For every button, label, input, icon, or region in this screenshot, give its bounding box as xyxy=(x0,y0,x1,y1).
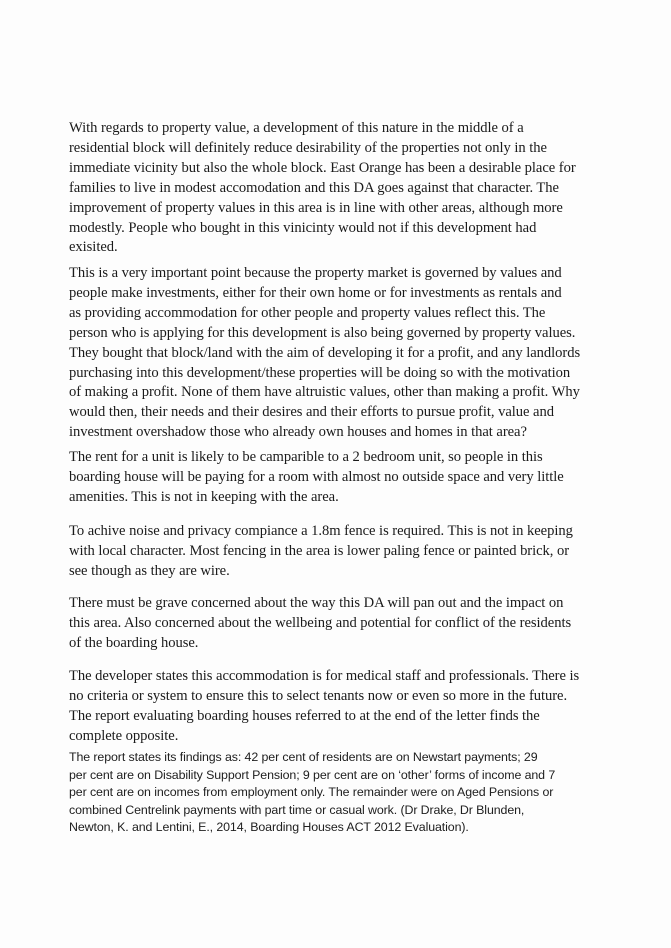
text-line: with local character. Most fencing in the area is lower paling fence or painted brick, or xyxy=(69,542,570,559)
text-line: of the boarding house. xyxy=(69,634,199,651)
text-line: people make investments, either for their own home or for investments as rentals and xyxy=(69,284,562,301)
paragraph-fence xyxy=(69,522,609,582)
text-line: The developer states this accommodation is for medical staff and professionals. There is xyxy=(69,668,580,684)
text-line: as providing accommodation for other people and property values reflect this. The xyxy=(69,304,546,321)
paragraph-property-market xyxy=(69,264,609,443)
text-line: see though as they are wire. xyxy=(69,562,230,579)
text-line: this area. Also concerned about the wellbeing and potential for conflict of the residents xyxy=(69,614,572,631)
paragraph-report-findings xyxy=(69,749,609,837)
text-line: Newton, K. and Lentini, E., 2014, Boarding Houses ACT 2012 Evaluation). xyxy=(69,820,469,834)
text-line: no criteria or system to ensure this to select tenants now or even so more in the future. xyxy=(69,687,568,704)
text-line: person who is applying for this development is also being governed by property values. xyxy=(69,324,576,341)
paragraph-property-value xyxy=(69,119,609,258)
text-line: per cent are on Disability Support Pension; 9 per cent are on ‘other’ forms of income and 7 xyxy=(69,767,556,782)
paragraph-concern xyxy=(69,594,609,654)
text-line: With regards to property value, a development of this nature in the middle of a xyxy=(69,120,524,136)
text-line: purchasing into this development/these properties will be doing so with the motivation xyxy=(69,364,571,381)
text-line: would then, their needs and their desires and their efforts to pursue profit, value and xyxy=(69,404,554,421)
paragraph-developer xyxy=(69,667,609,747)
text-line: The report evaluating boarding houses referred to at the end of the letter finds the xyxy=(69,707,540,724)
paragraph-rent xyxy=(69,448,609,508)
text-line: improvement of property values in this area is in line with other areas, although more xyxy=(69,199,563,216)
text-line: investment overshadow those who already own houses and homes in that area? xyxy=(69,424,527,441)
text-line: families to live in modest accomodation and this DA goes against that character. The xyxy=(69,179,559,196)
text-line: amenities. This is not in keeping with the area. xyxy=(69,488,339,505)
text-line: immediate vicinity but also the whole block. East Orange has been a desirable place for xyxy=(69,159,576,176)
text-line: complete opposite. xyxy=(69,727,179,744)
text-line: This is a very important point because the property market is governed by values and xyxy=(69,265,562,281)
text-line: exisited. xyxy=(69,239,118,256)
text-line: To achive noise and privacy compiance a 1.8m fence is required. This is not in keeping xyxy=(69,523,573,539)
text-line: of making a profit. None of them have altruistic values, other than making a profit. Why xyxy=(69,384,580,401)
text-line: The report states its findings as: 42 per cent of residents are on Newstart payments; 29 xyxy=(69,750,538,764)
text-line: boarding house will be paying for a room with almost no outside space and very little xyxy=(69,468,564,485)
text-line: There must be grave concerned about the way this DA will pan out and the impact on xyxy=(69,595,564,611)
text-line: The rent for a unit is likely to be camparible to a 2 bedroom unit, so people in this xyxy=(69,449,543,465)
text-line: modestly. People who bought in this vinicinty would not if this development had xyxy=(69,219,537,236)
text-line: per cent are on incomes from employment only. The remainder were on Aged Pensions or xyxy=(69,785,554,799)
text-line: They bought that block/land with the aim of developing it for a profit, and any landlords xyxy=(69,344,581,361)
text-line: combined Centrelink payments with part time or casual work. (Dr Drake, Dr Blunden, xyxy=(69,802,525,817)
text-line: residential block will definitely reduce desirability of the properties not only in the xyxy=(69,139,547,156)
